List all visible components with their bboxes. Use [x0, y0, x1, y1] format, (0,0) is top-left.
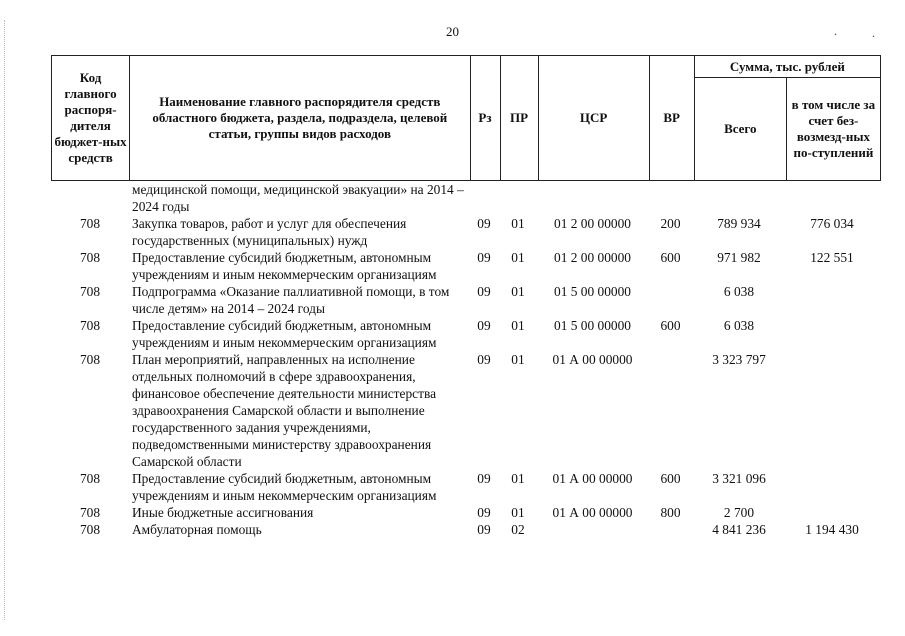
cell-total: 4 841 236 — [712, 522, 766, 537]
cell-vr — [648, 283, 693, 317]
cell-csr: 01 5 00 00000 — [554, 284, 631, 299]
cell-code: 708 — [79, 216, 101, 231]
cell-name: Иные бюджетные ассигнования — [132, 505, 314, 520]
cell-vr: 600 — [660, 318, 681, 333]
cell-incl: 776 034 — [810, 216, 854, 231]
header-name: Наименование главного распорядителя средств областного бюджета, раздела, подраздела, целевой статьи, группы видов расходов — [130, 56, 470, 181]
table-row — [51, 351, 881, 470]
page-number: 20 — [446, 24, 459, 39]
cell-incl — [785, 504, 879, 521]
cell-total: 789 934 — [717, 216, 761, 231]
cell-csr: 01 А 00 00000 — [552, 352, 633, 367]
cell-rz: 09 — [477, 284, 491, 299]
table-body — [51, 181, 881, 538]
cell-vr — [648, 181, 693, 215]
cell-vr — [648, 351, 693, 470]
table-row — [51, 283, 881, 317]
cell-incl — [785, 181, 879, 215]
cell-rz: 09 — [477, 471, 491, 486]
cell-pr — [499, 181, 537, 215]
cell-code: 708 — [79, 250, 101, 265]
cell-incl — [785, 283, 879, 317]
cell-pr: 01 — [511, 352, 525, 367]
cell-pr: 01 — [511, 216, 525, 231]
cell-code: 708 — [79, 352, 101, 367]
cell-csr: 01 2 00 00000 — [554, 216, 631, 231]
cell-incl: 122 551 — [810, 250, 854, 265]
cell-rz: 09 — [477, 250, 491, 265]
cell-csr: 01 А 00 00000 — [552, 505, 633, 520]
cell-pr: 01 — [511, 471, 525, 486]
cell-pr: 01 — [511, 318, 525, 333]
cell-incl — [785, 470, 879, 504]
header-pr: ПР — [500, 56, 538, 181]
cell-total: 971 982 — [717, 250, 761, 265]
cell-csr — [537, 181, 648, 215]
cell-incl: 1 194 430 — [805, 522, 859, 537]
cell-name: Предоставление субсидий бюджетным, автономным учреждениям и иным некоммерческим организациям — [132, 318, 437, 350]
cell-pr: 02 — [511, 522, 525, 537]
cell-vr: 800 — [660, 505, 681, 520]
header-rz: Рз — [470, 56, 500, 181]
header-vr: ВР — [649, 56, 694, 181]
cell-rz: 09 — [477, 505, 491, 520]
header-csr: ЦСР — [538, 56, 649, 181]
cell-csr: 01 5 00 00000 — [554, 318, 631, 333]
scan-mark: . — [872, 26, 875, 40]
cell-incl — [785, 317, 879, 351]
cell-code: 708 — [79, 318, 101, 333]
cell-total: 6 038 — [723, 284, 755, 299]
cell-code: 708 — [79, 505, 101, 520]
header-total: Всего — [694, 78, 786, 181]
table-row — [51, 181, 881, 215]
cell-vr — [648, 521, 693, 538]
cell-code — [51, 181, 129, 215]
cell-name: Предоставление субсидий бюджетным, автономным учреждениям и иным некоммерческим организациям — [132, 471, 437, 503]
cell-rz: 09 — [477, 352, 491, 367]
table-header — [51, 55, 881, 181]
cell-total: 3 323 797 — [712, 352, 766, 367]
cell-pr: 01 — [511, 284, 525, 299]
cell-rz: 09 — [477, 216, 491, 231]
cell-rz — [469, 181, 499, 215]
table-row — [51, 504, 881, 521]
cell-total — [693, 181, 785, 215]
table-row — [51, 317, 881, 351]
table-row — [51, 470, 881, 504]
cell-vr: 600 — [660, 250, 681, 265]
cell-name: Амбулаторная помощь — [132, 522, 262, 537]
header-code: Код главного распоря-дителя бюджет-ных средств — [52, 56, 130, 181]
cell-total: 3 321 096 — [712, 471, 766, 486]
cell-rz: 09 — [477, 318, 491, 333]
cell-csr — [537, 521, 648, 538]
cell-csr: 01 А 00 00000 — [552, 471, 633, 486]
cell-vr: 200 — [660, 216, 681, 231]
cell-pr: 01 — [511, 250, 525, 265]
cell-csr: 01 2 00 00000 — [554, 250, 631, 265]
cell-total: 6 038 — [723, 318, 755, 333]
cell-code: 708 — [79, 471, 101, 486]
cell-total: 2 700 — [723, 505, 755, 520]
table-row — [51, 249, 881, 283]
cell-code: 708 — [79, 522, 101, 537]
cell-incl — [785, 351, 879, 470]
cell-name: Подпрограмма «Оказание паллиативной помощи, в том числе детям» на 2014 – 2024 годы — [132, 284, 450, 316]
header-incl: в том числе за счет без-возмезд-ных по-ступлений — [786, 78, 880, 181]
cell-rz: 09 — [477, 522, 491, 537]
table-row — [51, 215, 881, 249]
cell-code: 708 — [79, 284, 101, 299]
cell-name: Предоставление субсидий бюджетным, автономным учреждениям и иным некоммерческим организациям — [132, 250, 437, 282]
table-row — [51, 521, 881, 538]
cell-name: План мероприятий, направленных на исполнение отдельных полномочий в сфере здравоохранения, финансовое обеспечение деятельности министерства здравоохранения Самарской области и выполнение государственного задания учреждениями, подведомственными министерству здравоохранения Самарской области — [132, 352, 437, 469]
cell-name: медицинской помощи, медицинской эвакуации» на 2014 – 2024 годы — [132, 182, 464, 214]
cell-vr: 600 — [660, 471, 681, 486]
scan-edge-artifact — [4, 20, 11, 620]
cell-name: Закупка товаров, работ и услуг для обеспечения государственных (муниципальных) нужд — [132, 216, 407, 248]
scan-mark: . — [834, 24, 837, 38]
cell-pr: 01 — [511, 505, 525, 520]
header-sum: Сумма, тыс. рублей — [694, 56, 880, 78]
